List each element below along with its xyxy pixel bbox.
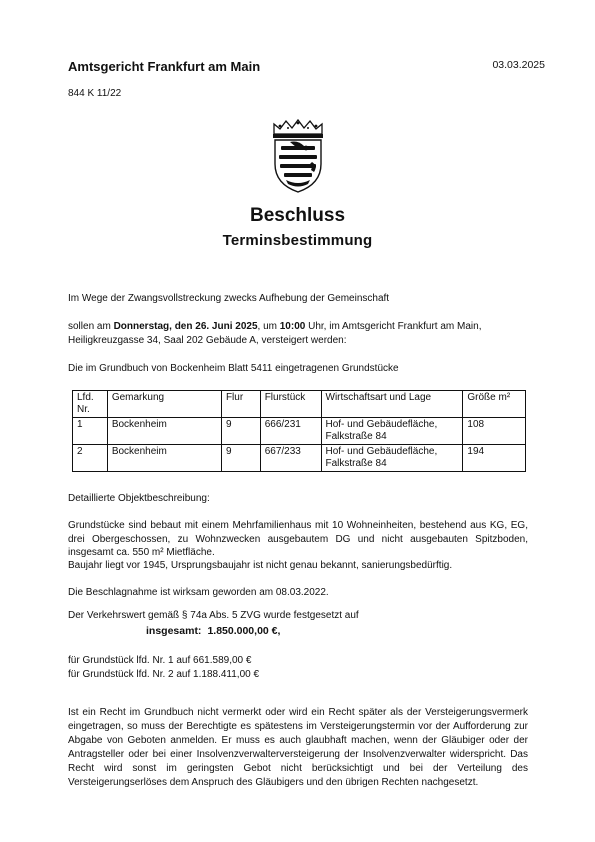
document-date: 03.03.2025 <box>492 59 545 71</box>
cell-gemarkung: Bockenheim <box>107 418 221 445</box>
cell-lfd-nr: 1 <box>73 418 108 445</box>
cell-flur: 9 <box>221 418 260 445</box>
description-heading: Detaillierte Objektbeschreibung: <box>68 493 210 504</box>
table-row <box>73 418 526 445</box>
valuation-lot-1: für Grundstück lfd. Nr. 1 auf 661.589,00 € <box>68 655 252 666</box>
document-subtitle: Terminsbestimmung <box>222 232 373 249</box>
cell-flur: 9 <box>221 445 260 472</box>
auction-date-paragraph <box>68 320 528 347</box>
table-header-row <box>73 391 526 418</box>
auction-time: 10:00 <box>279 321 306 332</box>
header-wirtschaftsart: Wirtschaftsart und Lage <box>321 391 463 418</box>
land-register-text: Die im Grundbuch von Bockenheim Blatt 5411 eingetragenen Grundstücke <box>68 363 399 374</box>
valuation-text: Der Verkehrswert gemäß § 74a Abs. 5 ZVG wurde festgesetzt auf <box>68 610 359 621</box>
auction-prefix: sollen am <box>68 321 114 332</box>
auction-location: Heiligkreuzgasse 34, Saal 202 Gebäude A, versteigert werden: <box>68 334 347 346</box>
table-row <box>73 445 526 472</box>
cell-flurstueck: 666/231 <box>260 418 321 445</box>
header-flurstueck: Flurstück <box>260 391 321 418</box>
cell-flurstueck: 667/233 <box>260 445 321 472</box>
valuation-total-label: insgesamt: <box>146 625 202 637</box>
hesse-coat-of-arms-icon <box>268 118 328 194</box>
valuation-lot-2: für Grundstück lfd. Nr. 2 auf 1.188.411,00 € <box>68 669 260 680</box>
header-groesse: Größe m² <box>463 391 526 418</box>
cell-gemarkung: Bockenheim <box>107 445 221 472</box>
intro-text: Im Wege der Zwangsvollstreckung zwecks Aufhebung der Gemeinschaft <box>68 293 390 304</box>
auction-date: Donnerstag, den 26. Juni 2025 <box>113 321 258 332</box>
cell-wirtschaftsart: Hof- und Gebäudefläche, Falkstraße 84 <box>321 418 463 445</box>
construction-year: Baujahr liegt vor 1945, Ursprungsbaujahr ist nicht genau bekannt, sanierungsbedürftig. <box>68 560 453 571</box>
seizure-date: Die Beschlagnahme ist wirksam geworden am 08.03.2022. <box>68 587 329 598</box>
court-name: Amtsgericht Frankfurt am Main <box>68 59 261 74</box>
header-lfd-nr: Lfd. Nr. <box>73 391 108 418</box>
valuation-total-value: 1.850.000,00 €, <box>207 625 281 637</box>
cell-lfd-nr: 2 <box>73 445 108 472</box>
object-description: Grundstücke sind bebaut mit einem Mehrfamilienhaus mit 10 Wohneinheiten, bestehend aus KG, EG, drei Obergeschossen, zu Wohnzwecken ausgebautem DG und nicht ausgebauten Spitzboden, insgesamt ca. 550 m² Mietfläche. <box>68 520 528 559</box>
header-flur: Flur <box>221 391 260 418</box>
valuation-total <box>146 625 280 637</box>
case-number: 844 K 11/22 <box>68 88 122 99</box>
document-title: Beschluss <box>249 205 346 226</box>
cell-wirtschaftsart: Hof- und Gebäudefläche, Falkstraße 84 <box>321 445 463 472</box>
header-gemarkung: Gemarkung <box>107 391 221 418</box>
rights-notice: Ist ein Recht im Grundbuch nicht vermerkt oder wird ein Recht später als der Versteigerungsvermerk eingetragen, so muss der Berechtigte es spätestens im Versteigerungstermin vor der Aufforderung zur Abgabe von Geboten anmelden. Er muss es auch glaubhaft machen, wenn der Gläubiger oder der Antragsteller oder bei einer Insolvenzverwalterversteigerung der Insolvenzverwalter widerspricht. Das Recht wird sonst im geringsten Gebot nicht berücksichtigt und bei der Verteilung des Versteigerungserlöses dem Anspruch des Gläubigers und den übrigen Rechten nachgesetzt. <box>68 707 528 789</box>
auction-suffix: Uhr, im Amtsgericht Frankfurt am Main, <box>305 321 482 332</box>
auction-mid: , um <box>257 321 280 332</box>
cell-groesse: 194 <box>463 445 526 472</box>
property-table <box>72 390 526 472</box>
cell-groesse: 108 <box>463 418 526 445</box>
